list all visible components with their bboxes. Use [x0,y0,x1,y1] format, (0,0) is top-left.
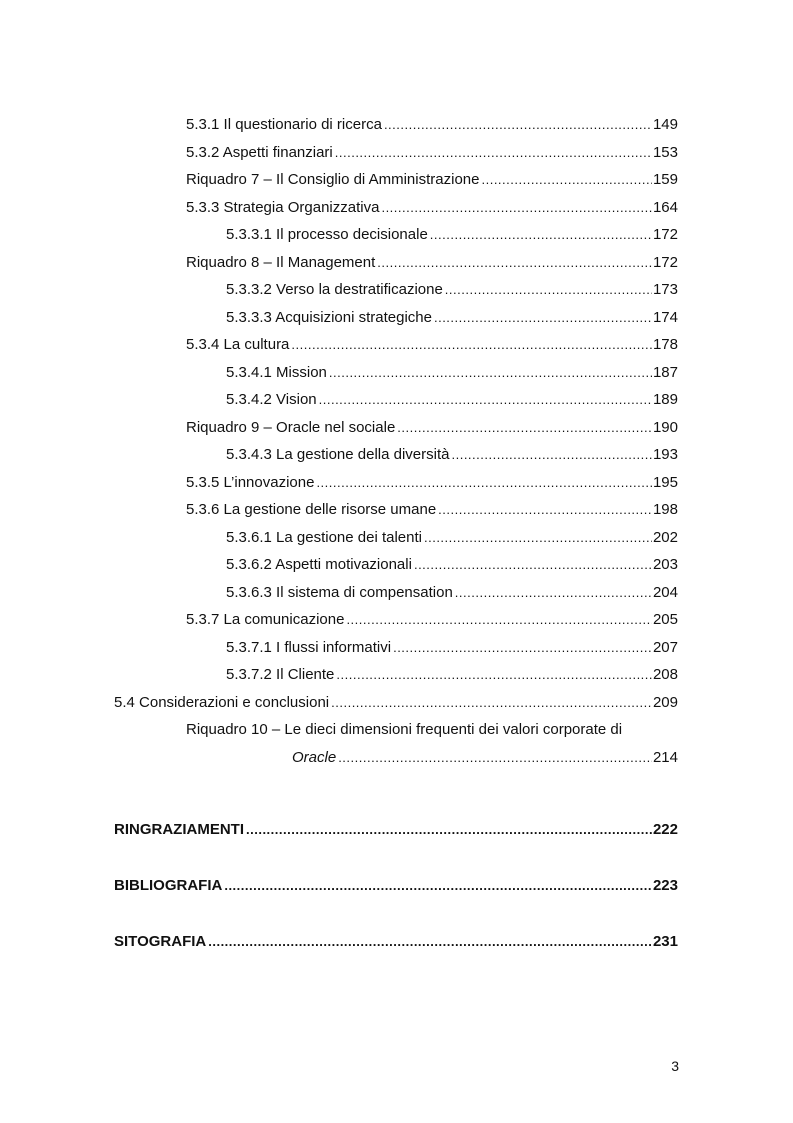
dot-leader [430,226,652,244]
toc-entry[interactable] [186,609,678,629]
toc-entry[interactable] [186,142,678,162]
toc-entry-title: 5.3.6.3 Il sistema di compensation [226,584,453,601]
toc-entry-page: 159 [652,171,678,188]
toc-section-sitografia[interactable] [114,931,678,951]
toc-entry-page: 202 [652,529,678,546]
dot-leader [224,877,652,895]
toc-entry-page: 149 [652,116,678,133]
dot-leader [414,556,652,574]
toc-entry-page: 214 [652,749,678,766]
dot-leader [331,694,652,712]
dot-leader [338,749,652,767]
toc-entry[interactable] [226,554,678,574]
toc-entry-page: 193 [652,446,678,463]
dot-leader [397,419,652,437]
toc-entry[interactable] [226,637,678,657]
toc-entry-page: 153 [652,144,678,161]
toc-entry[interactable] [186,417,678,437]
dot-leader [455,584,652,602]
toc-entry-title: 5.3.4.2 Vision [226,391,317,408]
toc-entry-page: 187 [652,364,678,381]
toc-entry-title: 5.3.4 La cultura [186,336,290,353]
toc-entry-title: Oracle [292,749,337,766]
toc-entry[interactable] [186,499,678,519]
toc-section-page: 223 [652,877,678,894]
toc-entry-title: 5.3.7.2 Il Cliente [226,666,335,683]
toc-section-title: RINGRAZIAMENTI [114,821,244,838]
toc-entry-title: Riquadro 8 – Il Management [186,254,376,271]
toc-entry-page: 209 [652,694,678,711]
dot-leader [329,364,652,382]
toc-entry-page: 173 [652,281,678,298]
toc-entry[interactable] [186,197,678,217]
dot-leader [381,199,652,217]
toc-entry-page: 172 [652,254,678,271]
dot-leader [335,144,652,162]
dot-leader [424,529,652,547]
toc-entry-page: 164 [652,199,678,216]
toc-entry-page: 207 [652,639,678,656]
toc-entry[interactable] [226,389,678,409]
dot-leader [346,611,652,629]
toc-entry-title: Riquadro 7 – Il Consiglio di Amministrazione [186,171,480,188]
toc-entry[interactable] [226,224,678,244]
toc-entry-page: 178 [652,336,678,353]
toc-entry-title: 5.3.6.2 Aspetti motivazionali [226,556,412,573]
toc-entry-title: 5.3.1 Il questionario di ricerca [186,116,382,133]
toc-entry-page: 172 [652,226,678,243]
dot-leader [316,474,652,492]
toc-entry-title: 5.3.4.3 La gestione della diversità [226,446,450,463]
toc-entry[interactable] [226,582,678,602]
toc-entry-page: 190 [652,419,678,436]
toc-entry-page: 204 [652,584,678,601]
toc-entry[interactable] [226,664,678,684]
toc-section-page: 222 [652,821,678,838]
toc-entry[interactable] [292,747,678,767]
toc-entry[interactable] [226,307,678,327]
toc-entry[interactable] [114,692,678,712]
dot-leader [434,309,652,327]
toc-entry-title: 5.4 Considerazioni e conclusioni [114,694,330,711]
dot-leader [208,933,652,951]
toc-entry-page: 195 [652,474,678,491]
toc-entry-page: 174 [652,309,678,326]
dot-leader [319,391,652,409]
dot-leader [384,116,652,134]
toc-section-ringraziamenti[interactable] [114,819,678,839]
toc-entry[interactable] [186,114,678,134]
toc-entry-page: 198 [652,501,678,518]
toc-entry-page: 205 [652,611,678,628]
toc-entry-page: 189 [652,391,678,408]
dot-leader [291,336,652,354]
toc-section-title: BIBLIOGRAFIA [114,877,223,894]
toc-entry-page: 208 [652,666,678,683]
dot-leader [393,639,652,657]
riquadro-10-title-line1[interactable]: Riquadro 10 – Le dieci dimensioni frequenti dei valori corporate di [186,721,623,738]
toc-entry-title: 5.3.3.2 Verso la destratificazione [226,281,443,298]
toc-entry-title: 5.3.7 La comunicazione [186,611,345,628]
toc-entry-title: 5.3.3 Strategia Organizzativa [186,199,380,216]
toc-section-title: SITOGRAFIA [114,933,207,950]
dot-leader [336,666,652,684]
dot-leader [481,171,651,189]
dot-leader [377,254,652,272]
toc-entry[interactable] [186,472,678,492]
toc-entry-title: Riquadro 9 – Oracle nel sociale [186,419,396,436]
toc-entry-page: 203 [652,556,678,573]
toc-entry-title: 5.3.5 L’innovazione [186,474,315,491]
toc-section-bibliografia[interactable] [114,875,678,895]
toc-entry[interactable] [226,444,678,464]
toc-entry[interactable] [226,527,678,547]
toc-entry[interactable] [186,334,678,354]
dot-leader [445,281,652,299]
toc-entry-title: 5.3.6 La gestione delle risorse umane [186,501,437,518]
dot-leader [438,501,652,519]
toc-entry[interactable] [226,362,678,382]
toc-entry-title: 5.3.3.1 Il processo decisionale [226,226,428,243]
toc-section-page: 231 [652,933,678,950]
toc-entry-title: 5.3.7.1 I flussi informativi [226,639,392,656]
dot-leader [451,446,651,464]
toc-entry-title: 5.3.4.1 Mission [226,364,327,381]
toc-entry[interactable] [186,169,678,189]
toc-entry-title: 5.3.6.1 La gestione dei talenti [226,529,422,546]
toc-entry[interactable] [226,279,678,299]
dot-leader [246,821,652,839]
toc-entry-title: 5.3.3.3 Acquisizioni strategiche [226,309,432,326]
toc-entry-title: 5.3.2 Aspetti finanziari [186,144,333,161]
page-number: 3 [671,1058,679,1074]
toc-entry[interactable] [186,252,678,272]
